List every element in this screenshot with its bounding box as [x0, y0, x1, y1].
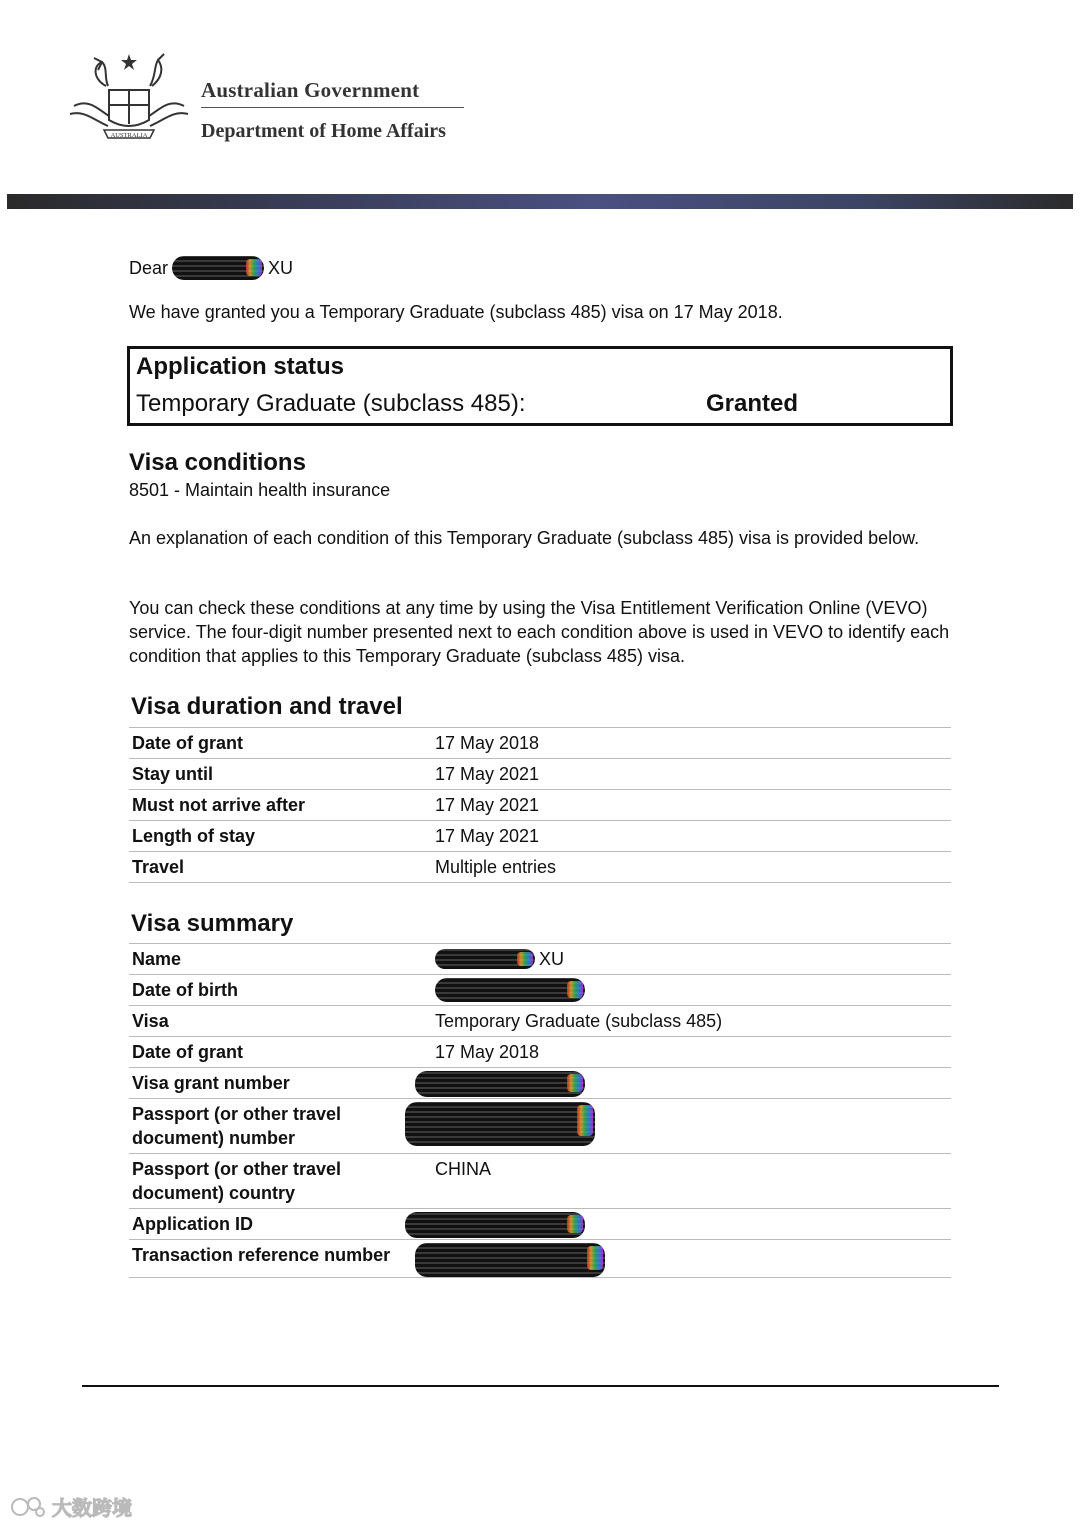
duration-heading: Visa duration and travel	[131, 693, 403, 720]
government-name: Australian Government	[201, 78, 420, 102]
table-row	[129, 759, 951, 790]
department-name: Department of Home Affairs	[201, 120, 446, 142]
redacted-visa-grant-number	[415, 1071, 585, 1097]
row-value-group	[435, 947, 951, 971]
row-value: 17 May 2021	[435, 826, 540, 846]
table-row	[129, 728, 951, 759]
row-value-group	[435, 1243, 951, 1277]
letterhead-divider	[201, 107, 464, 108]
table-row	[129, 821, 951, 852]
row-label: Travel	[132, 857, 185, 877]
table-row	[129, 790, 951, 821]
table-row	[129, 1209, 951, 1240]
row-label: Passport (or other travel document) country	[132, 1159, 342, 1203]
table-row	[129, 1240, 951, 1278]
row-label: Date of grant	[132, 733, 244, 753]
summary-heading: Visa summary	[131, 910, 294, 937]
redacted-given-name	[435, 949, 535, 969]
row-label: Application ID	[132, 1214, 253, 1234]
row-label: Visa grant number	[132, 1073, 290, 1093]
row-value: 17 May 2018	[435, 733, 540, 753]
duration-table	[129, 727, 951, 883]
svg-text:AUSTRALIA: AUSTRALIA	[110, 132, 148, 139]
coat-of-arms-icon	[64, 50, 194, 142]
row-value: 17 May 2021	[435, 795, 540, 815]
table-row	[129, 1154, 951, 1209]
application-status-box	[127, 346, 953, 426]
row-value-group	[435, 1102, 951, 1146]
conditions-explanation: An explanation of each condition of this Temporary Graduate (subclass 485) visa is provided below.	[129, 528, 920, 548]
row-label: Stay until	[132, 764, 214, 784]
visa-conditions-heading: Visa conditions	[129, 449, 306, 476]
row-value-group	[435, 978, 951, 1002]
status-title: Application status	[136, 353, 345, 380]
row-label: Name	[132, 949, 182, 969]
table-row	[129, 1037, 951, 1068]
redacted-given-name	[172, 256, 264, 280]
watermark-text: 大数跨境	[52, 1498, 132, 1520]
redacted-transaction-reference	[415, 1243, 605, 1277]
row-label: Date of birth	[132, 980, 238, 1000]
status-visa-label: Temporary Graduate (subclass 485):	[136, 390, 526, 417]
redacted-date-of-birth	[435, 978, 585, 1002]
row-value: Temporary Graduate (subclass 485)	[435, 1011, 723, 1031]
table-row	[129, 852, 951, 883]
row-label: Visa	[132, 1011, 169, 1031]
row-label: Must not arrive after	[132, 795, 306, 815]
salutation	[129, 256, 293, 280]
vevo-explanation: You can check these conditions at any time by using the Visa Entitlement Verification Online (VEVO) service. The four-digit number presented next to each condition above is used in VEVO to identify each condition that applies to this Temporary Graduate (subclass 485) visa.	[129, 598, 950, 666]
row-value-group	[435, 1071, 951, 1097]
header-band	[7, 194, 1073, 209]
condition-item: 8501 - Maintain health insurance	[129, 480, 391, 500]
redacted-passport-number	[405, 1102, 595, 1146]
row-label: Transaction reference number	[132, 1245, 391, 1265]
table-row	[129, 975, 951, 1006]
row-label: Passport (or other travel document) number	[132, 1104, 342, 1148]
row-value: Multiple entries	[435, 857, 557, 877]
redacted-application-id	[405, 1212, 585, 1238]
table-row	[129, 1006, 951, 1037]
letterhead	[0, 0, 1080, 195]
row-label: Length of stay	[132, 826, 256, 846]
row-value: 17 May 2021	[435, 764, 540, 784]
table-row	[129, 944, 951, 975]
row-value-group	[435, 1212, 951, 1238]
footer-divider	[82, 1385, 999, 1387]
summary-table	[129, 943, 951, 1278]
row-value: CHINA	[435, 1159, 492, 1179]
row-value: XU	[539, 949, 565, 969]
grant-intro: We have granted you a Temporary Graduate (subclass 485) visa on 17 May 2018.	[129, 302, 783, 322]
salutation-word: Dear	[129, 257, 169, 278]
table-row	[129, 1068, 951, 1099]
watermark	[10, 1492, 132, 1521]
status-value: Granted	[706, 390, 799, 417]
watermark-logo-icon	[10, 1494, 46, 1520]
table-row	[129, 1099, 951, 1154]
salutation-surname: XU	[268, 257, 294, 278]
row-label: Date of grant	[132, 1042, 244, 1062]
row-value: 17 May 2018	[435, 1042, 540, 1062]
